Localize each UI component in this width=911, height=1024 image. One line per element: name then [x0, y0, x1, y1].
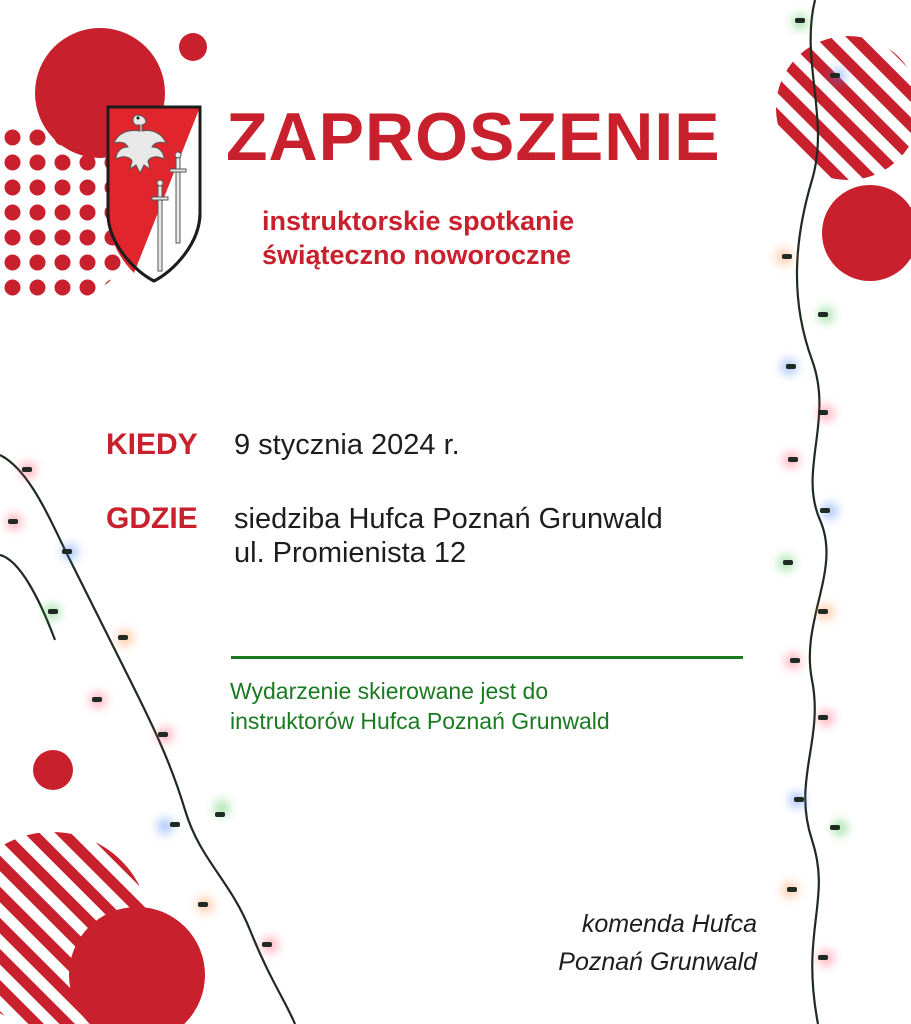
striped-circle-top-right: [760, 20, 911, 200]
where-line: siedziba Hufca Poznań Grunwald: [234, 503, 663, 535]
audience-note: [230, 676, 610, 736]
where-value: [234, 502, 663, 570]
when-value: 9 stycznia 2024 r.: [234, 429, 460, 461]
red-circle-small: [179, 33, 207, 61]
where-line: ul. Promienista 12: [234, 537, 467, 569]
green-divider: [231, 656, 743, 659]
page-title: ZAPROSZENIE: [226, 99, 721, 175]
note-line: instruktorów Hufca Poznań Grunwald: [230, 708, 610, 734]
signature: [558, 905, 757, 981]
when-row: [106, 428, 460, 462]
note-line: Wydarzenie skierowane jest do: [230, 678, 549, 704]
where-row: [106, 502, 663, 570]
subtitle-line: instruktorskie spotkanie: [262, 206, 575, 236]
signature-line: Poznań Grunwald: [558, 948, 757, 976]
event-subtitle: [262, 204, 574, 272]
subtitle-line: świąteczno noworoczne: [262, 240, 572, 270]
red-circle-bottom-small: [33, 750, 73, 790]
where-label: GDZIE: [106, 502, 198, 535]
signature-line: komenda Hufca: [581, 910, 757, 938]
red-circle-right: [822, 185, 911, 281]
coat-of-arms-eagle-swords-icon: [104, 103, 204, 285]
when-label: KIEDY: [106, 428, 198, 461]
